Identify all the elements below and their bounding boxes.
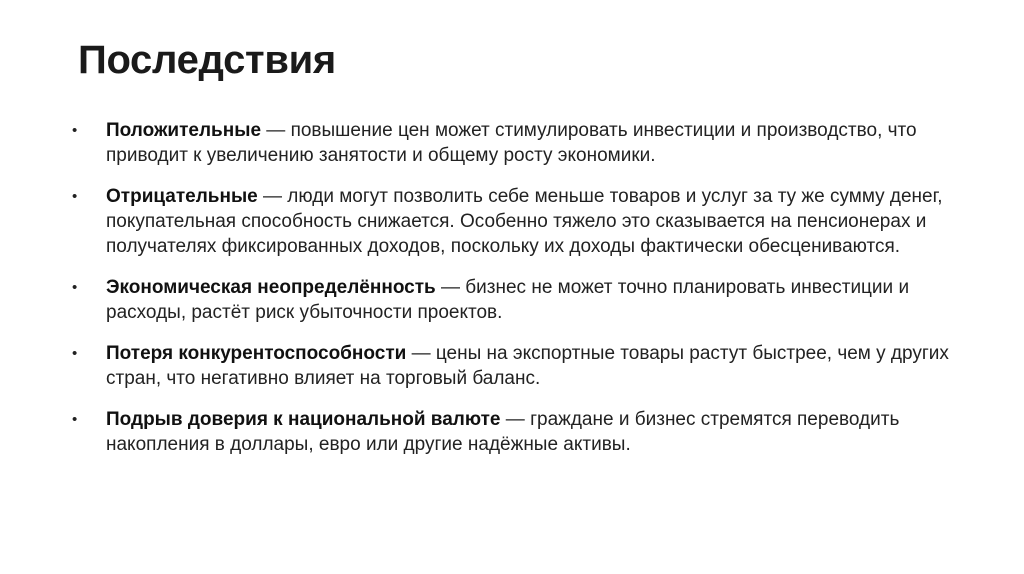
bullet-text: — люди могут позволить себе меньше товаров и услуг за ту же сумму денег, покупательная способность снижается. Особенно тяжело это сказывается на пенсионерах и получателях фиксированных доходов, поскольку их доходы фактически обесцениваются.	[106, 186, 943, 257]
bullet-term: Подрыв доверия к национальной валюте	[106, 409, 501, 430]
bullet-term: Отрицательные	[106, 186, 258, 207]
bullet-dot-icon: •	[72, 279, 78, 296]
bullet-text: — цены на экспортные товары растут быстрее, чем у других стран, что негативно влияет на торговый баланс.	[106, 343, 949, 389]
bullet-item-competitiveness	[70, 341, 950, 391]
bullet-dot-icon: •	[72, 345, 78, 362]
bullet-dot-icon: •	[72, 188, 78, 205]
bullet-term: Потеря конкурентоспособности	[106, 343, 407, 364]
bullet-dot-icon: •	[72, 122, 78, 139]
bullet-dot-icon: •	[72, 411, 78, 428]
bullet-text: — граждане и бизнес стремятся переводить накопления в доллары, евро или другие надёжные активы.	[106, 409, 900, 455]
bullet-item-positive	[70, 118, 950, 168]
bullet-item-uncertainty	[70, 275, 950, 325]
bullet-term: Экономическая неопределённость	[106, 277, 436, 298]
bullet-text: — повышение цен может стимулировать инвестиции и производство, что приводит к увеличению занятости и общему росту экономики.	[106, 120, 917, 166]
slide-title: Последствия	[78, 38, 336, 82]
bullet-list	[70, 118, 950, 457]
bullet-term: Положительные	[106, 120, 262, 141]
bullet-item-currency-trust	[70, 407, 950, 457]
bullet-item-negative	[70, 184, 950, 259]
bullet-text: — бизнес не может точно планировать инвестиции и расходы, растёт риск убыточности проектов.	[106, 277, 910, 323]
